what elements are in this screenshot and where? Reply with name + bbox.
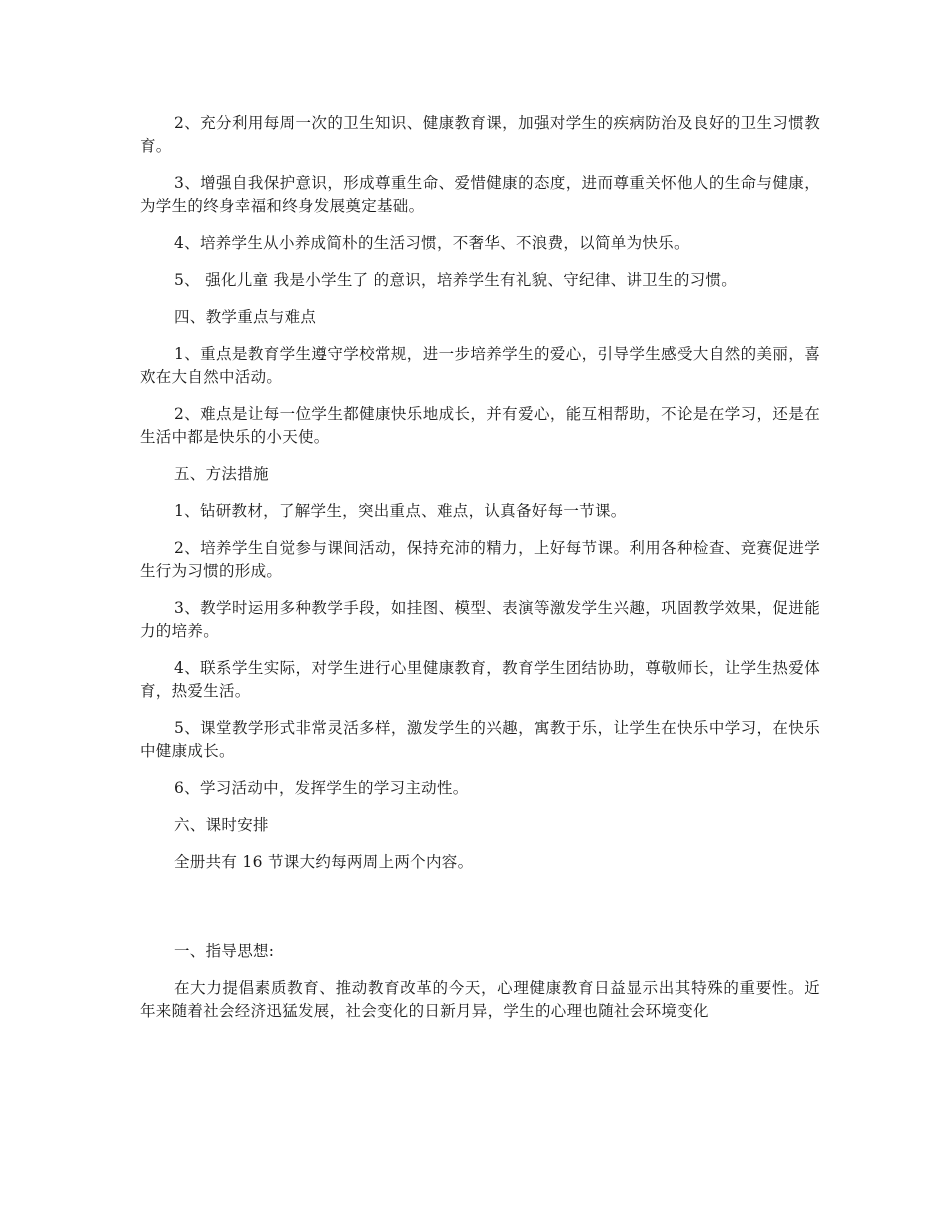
paragraph: 全册共有 16 节课大约每两周上两个内容。 — [174, 853, 474, 871]
paragraph: 4、联系学生实际，对学生进行心里健康教育，教育学生团结协助，尊敬师长，让学生热爱体育，热爱生活。 — [140, 659, 820, 700]
paragraph: 4、培养学生从小养成简朴的生活习惯，不奢华、不浪费，以简单为快乐。 — [174, 234, 690, 252]
section-heading: 一、指导思想: — [174, 942, 275, 960]
paragraph: 2、难点是让每一位学生都健康快乐地成长，并有爱心，能互相帮助，不论是在学习，还是在生活中都是快乐的小天使。 — [140, 405, 820, 446]
section-heading: 五、方法措施 — [174, 465, 269, 483]
paragraph: 1、钻研教材，了解学生，突出重点、难点，认真备好每一节课。 — [174, 502, 627, 520]
paragraph: 5、 强化儿童 我是小学生了 的意识，培养学生有礼貌、守纪律、讲卫生的习惯。 — [174, 271, 738, 289]
paragraph: 2、培养学生自觉参与课间活动，保持充沛的精力，上好每节课。利用各种检查、竞赛促进学生行为习惯的形成。 — [140, 539, 820, 580]
paragraph: 3、教学时运用多种教学手段，如挂图、模型、表演等激发学生兴趣，巩固教学效果，促进能力的培养。 — [140, 599, 820, 640]
section-heading: 四、教学重点与难点 — [174, 308, 317, 326]
paragraph: 6、学习活动中，发挥学生的学习主动性。 — [174, 779, 469, 797]
paragraph: 在大力提倡素质教育、推动教育改革的今天，心理健康教育日益显示出其特殊的重要性。近年来随着社会经济迅猛发展，社会变化的日新月异，学生的心理也随社会环境变化 — [140, 979, 820, 1020]
section-gap — [140, 888, 820, 940]
document-page — [140, 112, 820, 1037]
paragraph: 2、充分利用每周一次的卫生知识、健康教育课，加强对学生的疾病防治及良好的卫生习惯教育。 — [140, 114, 820, 155]
paragraph: 1、重点是教育学生遵守学校常规，进一步培养学生的爱心，引导学生感受大自然的美丽，喜欢在大自然中活动。 — [140, 345, 820, 386]
paragraph: 3、增强自我保护意识，形成尊重生命、爱惜健康的态度，进而尊重关怀他人的生命与健康，为学生的终身幸福和终身发展奠定基础。 — [140, 174, 820, 215]
section-heading: 六、课时安排 — [174, 816, 269, 834]
paragraph: 5、课堂教学形式非常灵活多样，激发学生的兴趣，寓教于乐，让学生在快乐中学习，在快乐中健康成长。 — [140, 719, 820, 760]
